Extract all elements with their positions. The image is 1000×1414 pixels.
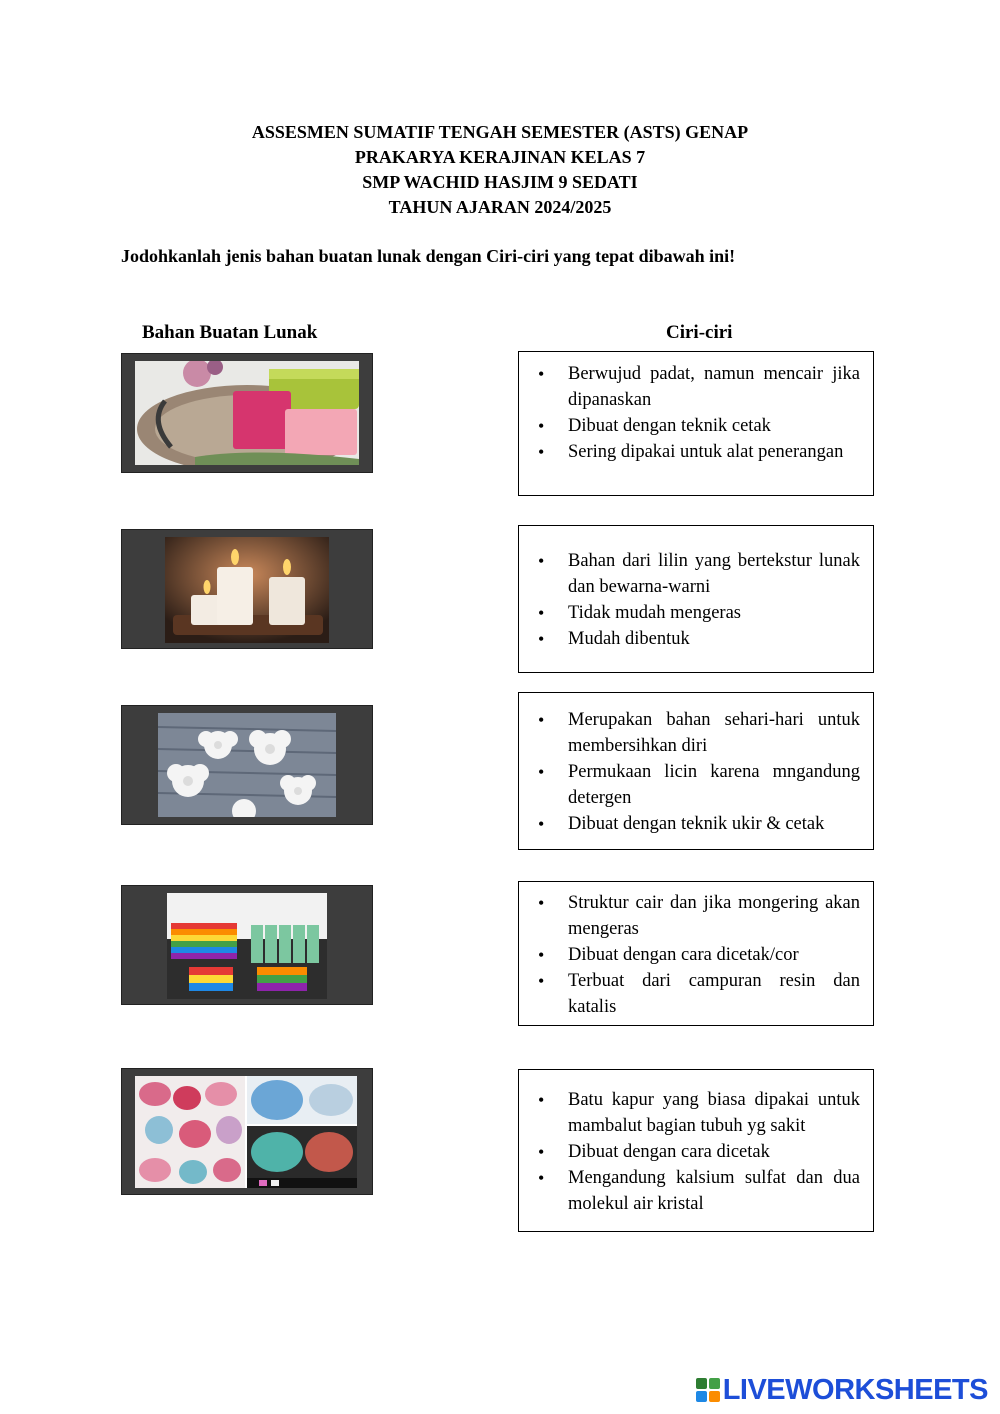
match-image-1[interactable] [121, 353, 373, 473]
card-4-item-2: • Dibuat dengan cara dicetak/cor [519, 942, 873, 968]
card-1-item-2: • Dibuat dengan teknik cetak [519, 413, 873, 439]
header-line-2: PRAKARYA KERAJINAN KELAS 7 [354, 147, 646, 167]
worksheet-header [0, 120, 1000, 220]
match-card-5[interactable] [518, 1069, 874, 1232]
instruction-text: Jodohkanlah jenis bahan buatan lunak dengan Ciri-ciri yang tepat dibawah ini! [121, 246, 736, 266]
match-image-5[interactable] [121, 1068, 373, 1195]
liveworksheets-logo-icon [696, 1378, 720, 1402]
match-card-1[interactable] [518, 351, 874, 496]
left-column-heading: Bahan Buatan Lunak [142, 322, 318, 343]
match-card-3[interactable] [518, 692, 874, 850]
card-2-item-2: • Tidak mudah mengeras [519, 600, 873, 626]
header-line-1: ASSESMEN SUMATIF TENGAH SEMESTER (ASTS) GENAP [251, 122, 749, 142]
card-5-item-3: • Mengandung kalsium sulfat dan dua molekul air kristal [519, 1165, 873, 1217]
match-image-4[interactable] [121, 885, 373, 1005]
card-3-item-3: • Dibuat dengan teknik ukir & cetak [519, 811, 873, 837]
card-4-item-3: • Terbuat dari campuran resin dan katalis [519, 968, 873, 1020]
match-card-2[interactable] [518, 525, 874, 673]
card-3-item-2: • Permukaan licin karena mngandung detergen [519, 759, 873, 811]
card-1-item-3: • Sering dipakai untuk alat penerangan [519, 439, 873, 465]
card-2-item-1: • Bahan dari lilin yang bertekstur lunak dan bewarna-warni [519, 548, 873, 600]
plaster-flowers-photo-icon [158, 713, 336, 817]
liveworksheets-brand [696, 1374, 988, 1406]
match-image-2[interactable] [121, 529, 373, 649]
card-4-item-1: • Struktur cair dan jika mongering akan mengeras [519, 890, 873, 942]
match-image-3[interactable] [121, 705, 373, 825]
right-column-heading: Ciri-ciri [666, 322, 733, 343]
rainbow-clay-bars-photo-icon [167, 893, 327, 999]
header-line-3: SMP WACHID HASJIM 9 SEDATI [362, 172, 638, 192]
card-1-item-1: • Berwujud padat, namun mencair jika dipanaskan [519, 361, 873, 413]
card-3-item-1: • Merupakan bahan sehari-hari untuk membersihkan diri [519, 707, 873, 759]
card-2-item-3: • Mudah dibentuk [519, 626, 873, 652]
brand-name: LIVEWORKSHEETS [722, 1373, 988, 1406]
header-line-4: TAHUN AJARAN 2024/2025 [388, 197, 612, 217]
candles-photo-icon [165, 537, 329, 643]
match-card-4[interactable] [518, 881, 874, 1026]
resin-crafts-photo-icon [135, 1076, 357, 1188]
soap-bars-photo-icon [135, 361, 359, 465]
card-5-item-1: • Batu kapur yang biasa dipakai untuk mambalut bagian tubuh yg sakit [519, 1087, 873, 1139]
card-5-item-2: • Dibuat dengan cara dicetak [519, 1139, 873, 1165]
